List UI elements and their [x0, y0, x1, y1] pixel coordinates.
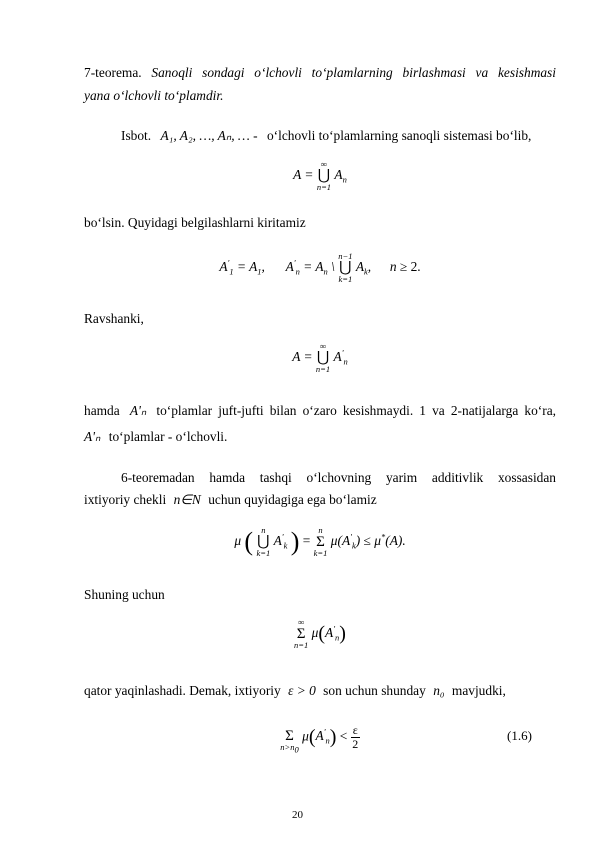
proof-label: Isbot. — [121, 128, 152, 143]
proof-line-hamda — [84, 402, 556, 420]
sequence-formula: A₁, A₂, …, Aₙ, … - — [160, 128, 258, 143]
theorem-line-2: yana o‘lchovli to‘plamdir. — [84, 88, 224, 103]
formula-union-a: A = ∞ ⋃ n=1 $A_n$ — [293, 159, 347, 192]
proof-text-4a: hamda — [84, 403, 120, 418]
formula-measure-inequality: μ ( n ⋃ k=1 $A'_k$ ) = n Σ k=1 $\mu(A'_k) \le \mu^*(A)$. — [234, 525, 406, 558]
formula-definitions: $A'_1 = A_1$, $A'_n = A_n$ \ n−1 ⋃ k=1 $A_k$, n ≥ 2. — [219, 251, 421, 284]
n0-inline: n₀ — [433, 683, 445, 698]
theorem-line-1 — [84, 64, 556, 82]
proof-line-measurable — [84, 428, 556, 446]
equation-number: (1.6) — [507, 728, 532, 743]
proof-text-8b: son uchun shunday — [323, 683, 426, 698]
proof-text-6a: 6-teoremadan hamda tashqi o‘lchovning yarim additivlik xossasidan — [121, 470, 556, 485]
proof-text-8c: mavjudki, — [451, 683, 506, 698]
page-number: 20 — [292, 809, 303, 821]
proof-text-3: Ravshanki, — [84, 311, 144, 326]
formula-series: ∞ Σ n=1 $\mu(A'_n)$ — [294, 617, 346, 650]
an-prime-inline: A'ₙ — [129, 403, 147, 418]
proof-line-converges — [84, 682, 556, 700]
proof-text-6c: uchun quyidagiga ega bo‘lamiz — [208, 492, 377, 507]
theorem-label: 7-teorema. — [84, 65, 142, 80]
proof-text-2: bo‘lsin. Quyidagi belgilashlarni kiritamiz — [84, 215, 306, 230]
n-in-n-inline: n∈N — [173, 492, 201, 507]
formula-tail-estimate: Σ $n>n_0$ $\mu(A'_n)$ < $\frac{\varepsilon}{2}$ — [280, 722, 359, 755]
proof-text-6b: ixtiyoriy chekli — [84, 492, 167, 507]
proof-text-8a: qator yaqinlashadi. Demak, ixtiyoriy — [84, 683, 281, 698]
proof-line-1 — [121, 127, 556, 145]
theorem-statement-part1: Sanoqli sondagi o‘lchovli to‘plamlarning birlashmasi va kesishmasi — [151, 65, 556, 80]
proof-text-1: o‘lchovli to‘plamlarning sanoqli sistemasi bo‘lib, — [266, 128, 532, 143]
proof-text-7: Shuning uchun — [84, 587, 165, 602]
formula-union-a-prime: A = ∞ ⋃ n=1 $A'_n$ — [292, 341, 348, 374]
proof-text-4b: to‘plamlar juft-jufti bilan o‘zaro kesishmaydi. 1 va 2-natijalarga ko‘ra, — [156, 403, 556, 418]
proof-text-5: to‘plamlar - o‘lchovli. — [108, 429, 228, 444]
an-prime-inline-2: A'ₙ — [84, 429, 101, 444]
proof-line-finite — [84, 491, 556, 509]
eps-inline: ε > 0 — [288, 683, 316, 698]
